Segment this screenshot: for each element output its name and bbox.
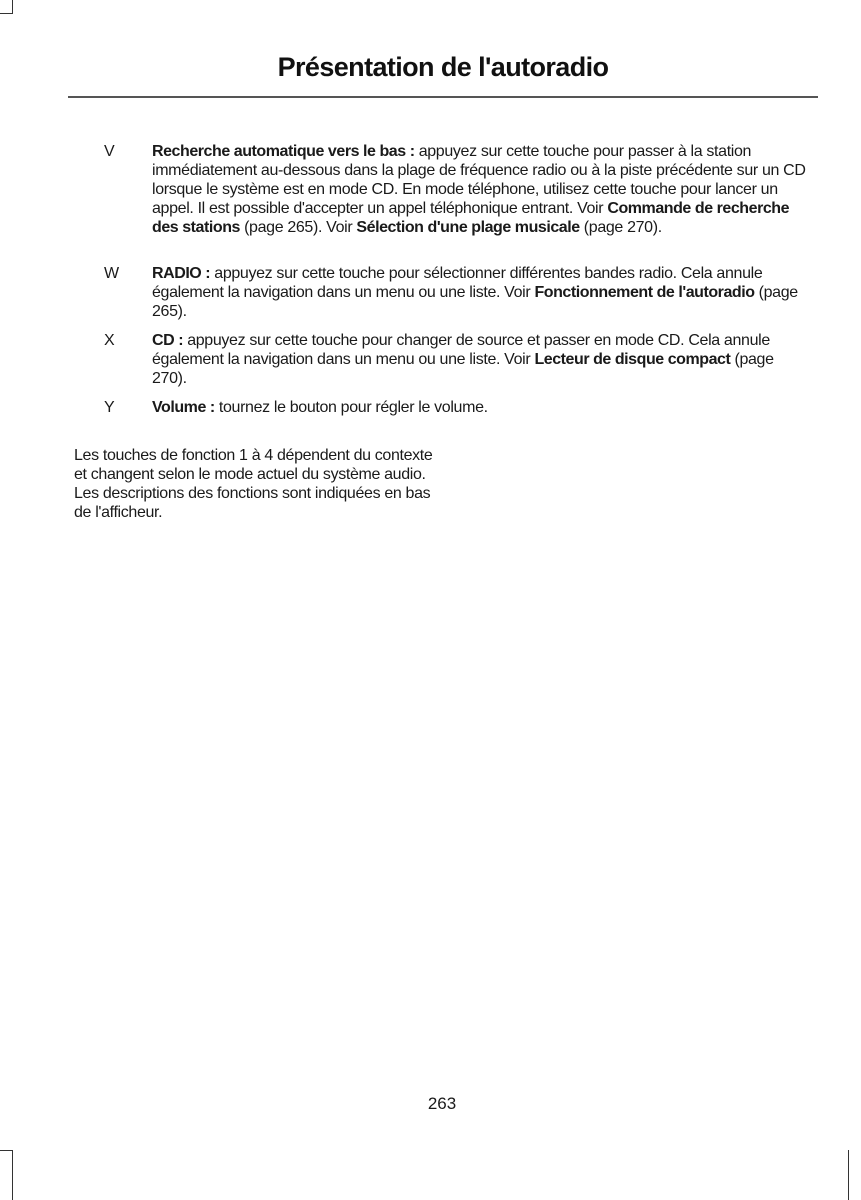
- crop-mark: [12, 1150, 13, 1200]
- item-letter: X: [104, 332, 115, 349]
- bold-term: Recherche automatique vers le bas :: [152, 143, 415, 160]
- item-description: (page 265).: [152, 284, 798, 320]
- item-letter: Y: [104, 399, 115, 416]
- item-text: [152, 142, 812, 237]
- item-description: appuyez sur cette touche pour changer de source et passer en mode CD. Cela annule également la navigation dans un menu ou une liste. Voir: [152, 332, 770, 368]
- bold-term: RADIO :: [152, 265, 211, 282]
- item-description: (page 270).: [152, 351, 774, 387]
- item-description: appuyez sur cette touche pour passer à la station immédiatement au-dessous dans la plage de fréquence radio ou à la piste précédente sur un CD lorsque le système est en mode CD. En mode téléphone, utilisez cette touche pour lancer un appel. Il est possible d'accepter un appel téléphonique entrant. Voir: [152, 143, 806, 217]
- bold-term: Commande de recherche des stations: [152, 200, 790, 236]
- item-description: (page 270).: [579, 219, 662, 236]
- bold-term: Sélection d'une plage musicale: [356, 219, 580, 236]
- item-description: appuyez sur cette touche pour sélectionner différentes bandes radio. Cela annule également la navigation dans un menu ou une liste. Voir: [152, 265, 763, 301]
- crop-mark: [0, 1150, 12, 1151]
- item-letter: V: [104, 143, 115, 160]
- item-letter: W: [104, 265, 119, 282]
- body-paragraph: Les touches de fonction 1 à 4 dépendent du contexte et changent selon le mode actuel du système audio. Les descriptions des fonctions sont indiquées en bas de l'afficheur.: [74, 447, 433, 521]
- bold-term: CD :: [152, 332, 184, 349]
- item-description: tournez le bouton pour régler le volume.: [214, 399, 488, 416]
- item-description: (page 265). Voir: [239, 219, 357, 236]
- bold-term: Fonctionnement de l'autoradio: [534, 284, 755, 301]
- item-text: [152, 398, 812, 417]
- crop-mark: [848, 1150, 849, 1200]
- page-title: Présentation de l'autoradio: [277, 52, 609, 82]
- bold-term: Lecteur de disque compact: [534, 351, 731, 368]
- item-text: [152, 331, 812, 388]
- header-divider: [68, 96, 818, 98]
- item-text: [152, 264, 812, 321]
- bold-term: Volume :: [152, 399, 215, 416]
- page-number: 263: [427, 1094, 457, 1113]
- crop-mark: [0, 13, 12, 14]
- crop-mark: [12, 0, 13, 14]
